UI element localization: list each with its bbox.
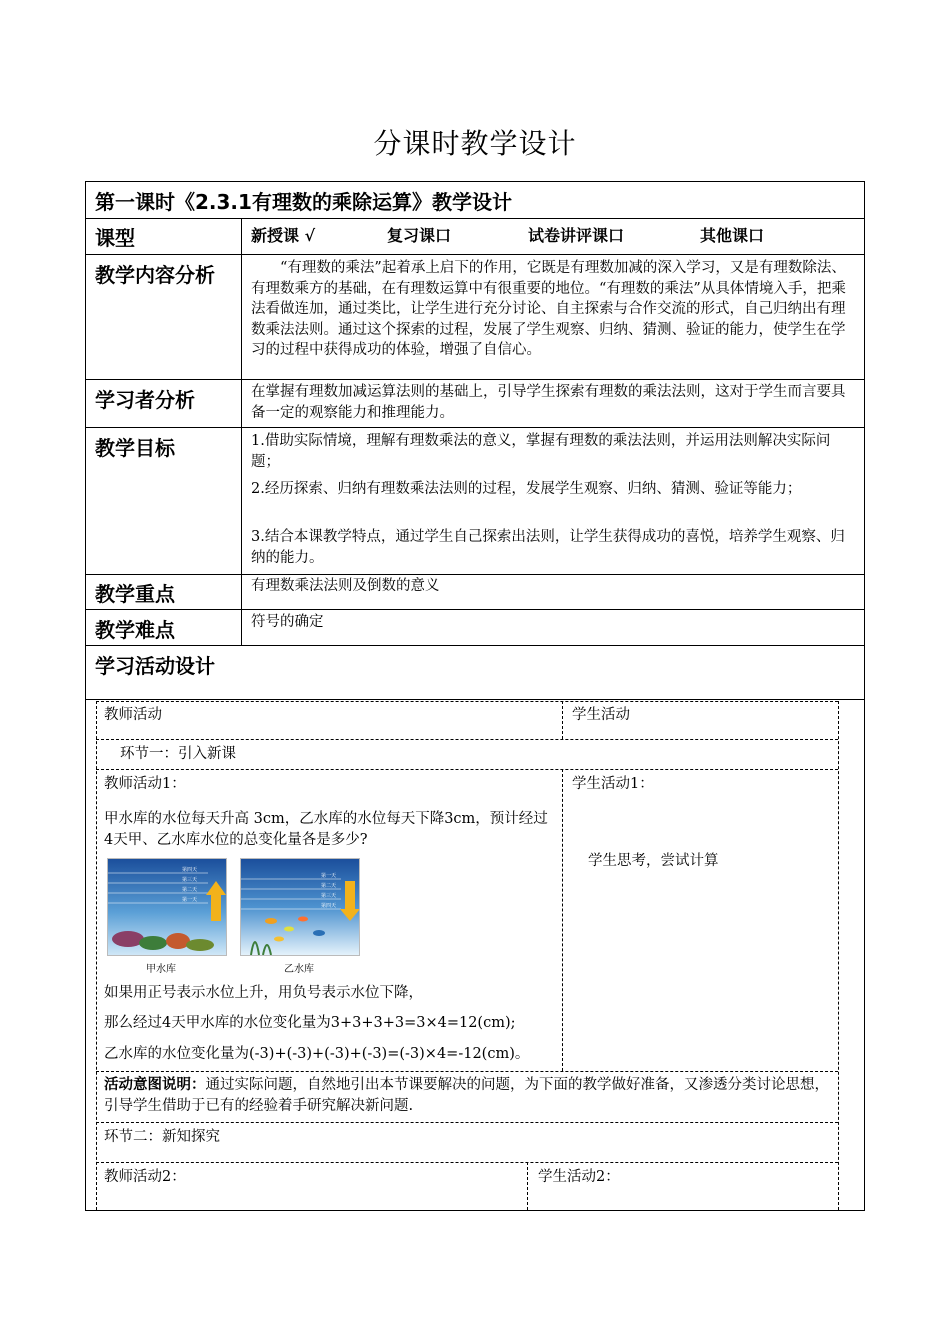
reservoir-b-image xyxy=(240,858,360,956)
column-divider xyxy=(241,218,242,645)
row-divider xyxy=(85,254,865,255)
reservoir-b-caption: 乙水库 xyxy=(284,964,314,975)
course-type-option-exam: 试卷讲评课口 xyxy=(528,226,625,245)
reservoir-a-image xyxy=(107,858,227,956)
content-analysis-text: “有理数的乘法”起着承上启下的作用，它既是有理数加减的深入学习，又是有理数除法、有理数乘方的基础，在有理数运算中有很重要的地位。“有理数的乘法”从具体情境入手，把乘法看做连加，通过类比，让学生进行充分讨论、自主探索与合作交流的形式，自己归纳出有理数乘法法则。通过这个探索的过程，发展了学生观察、归纳、猜测、验证的能力，使学生在学习的过程中获得成功的体验，增强了自信心。 xyxy=(251,260,846,358)
lesson-title: 第一课时《2.3.1有理数的乘除运算》教学设计 xyxy=(95,190,512,214)
student-activity-header: 学生活动 xyxy=(572,707,630,723)
student-activity-1-label: 学生活动1： xyxy=(572,776,654,792)
content-analysis-label: 教学内容分析 xyxy=(95,263,215,287)
reservoir-problem: 甲水库的水位每天升高 3cm，乙水库的水位每天下降3cm，预计经过4天甲、乙水库水位的总变化量各是多少? xyxy=(104,811,548,848)
row-divider xyxy=(85,609,865,610)
activity-intent xyxy=(104,1075,834,1116)
row-divider xyxy=(85,699,865,700)
tank-b-day-1: 第一天 xyxy=(321,873,337,879)
tank-a-day-3: 第三天 xyxy=(182,877,198,883)
tank-a-day-4: 第四天 xyxy=(182,867,198,873)
activity-intent-text: 通过实际问题，自然地引出本节课要解决的问题，为下面的教学做好准备，又渗透分类讨论思想，引导学生借助于已有的经验着手研究解决新问题. xyxy=(104,1077,829,1114)
dashed-rule xyxy=(96,1162,838,1163)
student-activity-2-label: 学生活动2： xyxy=(538,1169,620,1185)
course-type-label: 课型 xyxy=(95,226,135,250)
course-type-option-review: 复习课口 xyxy=(387,226,452,245)
key-point-label: 教学重点 xyxy=(95,582,175,606)
learner-analysis-text: 在掌握有理数加减运算法则的基础上，引导学生探索有理数的乘法法则，这对于学生而言要具备一定的观察能力和推理能力。 xyxy=(251,384,846,421)
activity-design-label: 学习活动设计 xyxy=(95,654,215,678)
tank-a-day-1: 第一天 xyxy=(182,897,198,903)
objective-item: 2.经历探索、归纳有理数乘法法则的过程，发展学生观察、归纳、猜测、验证等能力； xyxy=(251,481,802,497)
student-activity-1-text: 学生思考，尝试计算 xyxy=(588,853,719,869)
dashed-rule xyxy=(96,769,838,770)
row-divider xyxy=(85,574,865,575)
learner-analysis-label: 学习者分析 xyxy=(95,388,195,412)
key-point-text: 有理数乘法法则及倒数的意义 xyxy=(251,578,440,594)
row-divider xyxy=(85,218,865,219)
course-type-option-new: 新授课 √ xyxy=(251,226,316,245)
dashed-rule xyxy=(96,1122,838,1123)
dashed-rule xyxy=(562,769,563,1071)
objectives-label: 教学目标 xyxy=(95,436,175,460)
dashed-rule xyxy=(527,1162,528,1210)
reservoir-a-calculation: 那么经过4天甲水库的水位变化量为3+3+3+3=3×4=12(cm); xyxy=(104,1015,516,1031)
dashed-rule xyxy=(96,701,838,702)
tank-b-day-3: 第三天 xyxy=(321,893,337,899)
section-2-heading: 环节二：新知探究 xyxy=(104,1129,220,1145)
objective-item: 3.结合本课教学特点，通过学生自己探索出法则，让学生获得成功的喜悦，培养学生观察、归纳的能力。 xyxy=(251,529,845,566)
row-divider xyxy=(85,379,865,380)
activity-intent-label: 活动意图说明： xyxy=(104,1077,206,1093)
section-1-heading: 环节一：引入新课 xyxy=(120,746,236,762)
page-title: 分课时教学设计 xyxy=(373,127,577,160)
dashed-rule xyxy=(96,701,97,1210)
objective-item: 1.借助实际情境，理解有理数乘法的意义，掌握有理数的乘法法则，并运用法则解决实际问题； xyxy=(251,433,831,470)
course-type-option-other: 其他课口 xyxy=(700,226,765,245)
row-divider xyxy=(85,427,865,428)
dashed-rule xyxy=(96,739,838,740)
teacher-activity-1-label: 教师活动1： xyxy=(104,776,186,792)
teacher-activity-header: 教师活动 xyxy=(104,707,162,723)
reservoir-a-caption: 甲水库 xyxy=(146,964,176,975)
dashed-rule xyxy=(838,701,839,1210)
tank-b-day-4: 第四天 xyxy=(321,903,337,909)
difficulty-text: 符号的确定 xyxy=(251,614,324,630)
row-divider xyxy=(85,645,865,646)
dashed-rule xyxy=(96,1071,838,1072)
tank-b-day-2: 第二天 xyxy=(321,883,337,889)
reservoir-b-calculation: 乙水库的水位变化量为(-3)+(-3)+(-3)+(-3)=(-3)×4=-12(cm)。 xyxy=(104,1046,530,1062)
tank-a-day-2: 第二天 xyxy=(182,887,198,893)
sign-convention-line: 如果用正号表示水位上升，用负号表示水位下降， xyxy=(104,985,423,1001)
teacher-activity-2-label: 教师活动2： xyxy=(104,1169,186,1185)
difficulty-label: 教学难点 xyxy=(95,618,175,642)
dashed-rule xyxy=(562,701,563,739)
